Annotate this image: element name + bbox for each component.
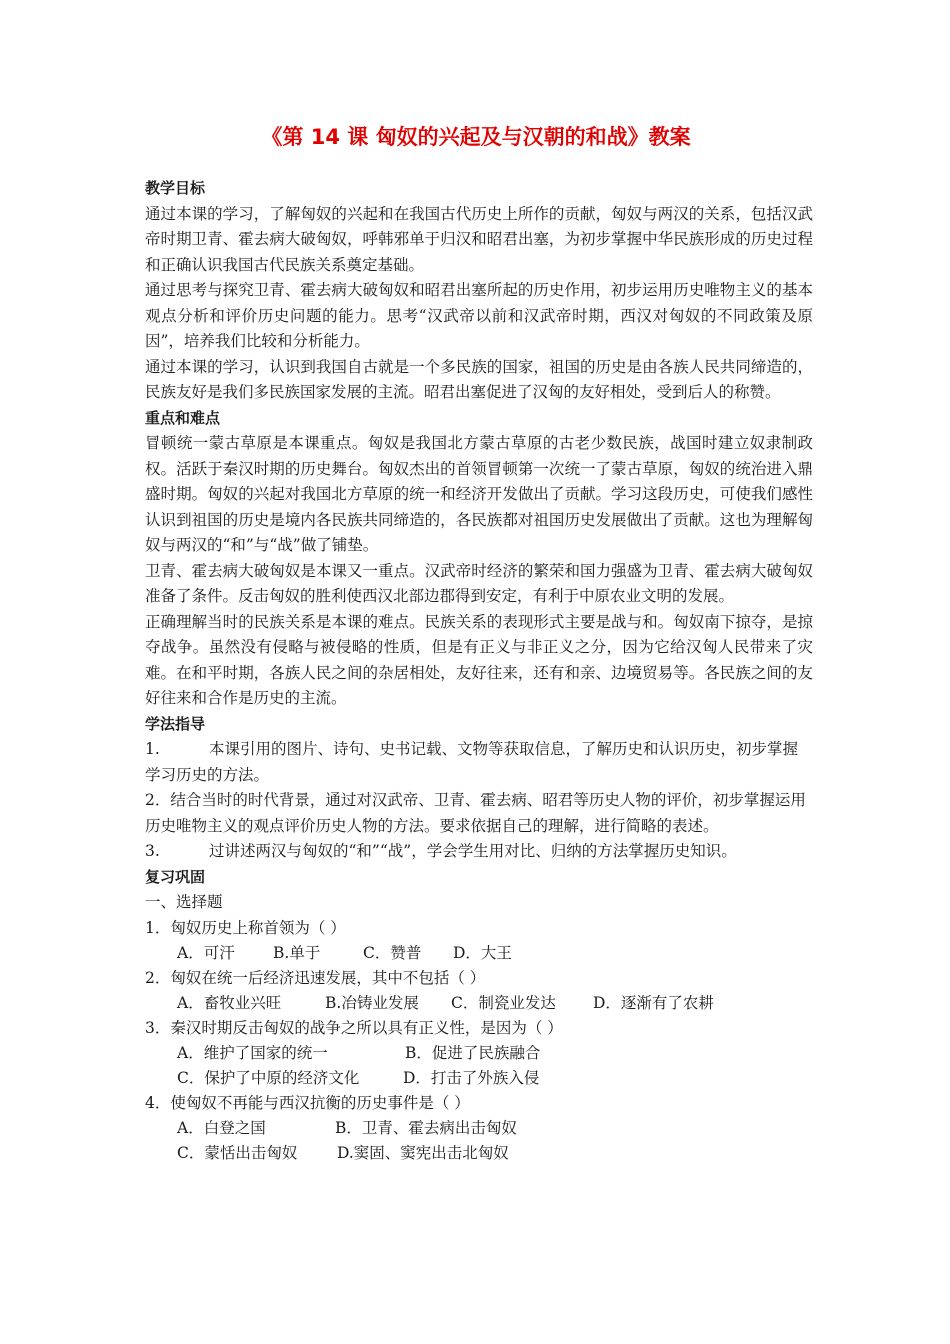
option-a: A．畜牧业兴旺 bbox=[177, 993, 282, 1012]
question-stem: 4．使匈奴不再能与西汉抗衡的历史事件是（ ） bbox=[145, 1093, 470, 1112]
question-stem: 2．匈奴在统一后经济迅速发展，其中不包括（ ） bbox=[145, 968, 486, 987]
teaching-goals-section bbox=[145, 176, 813, 406]
option-c: C．赞普 bbox=[363, 943, 422, 962]
question-block bbox=[145, 966, 813, 1016]
method-item bbox=[145, 737, 813, 788]
question-stem: 1．匈奴历史上称首领为（ ） bbox=[145, 918, 346, 937]
key-point-paragraph: 卫青、霍去病大破匈奴是本课又一重点。汉武帝时经济的繁荣和国力强盛为卫青、霍去病大破匈奴准备了条件。反击匈奴的胜利使西汉北部边郡得到安定，有利于中原农业文明的发展。 bbox=[145, 561, 813, 605]
item-text: 结合当时的时代背景，通过对汉武帝、卫青、霍去病、昭君等历史人物的评价，初步掌握运用历史唯物主义的观点评价历史人物的方法。要求依据自己的理解，进行简略的表述。 bbox=[145, 791, 806, 835]
option-row bbox=[145, 1141, 813, 1166]
option-d: D．大王 bbox=[453, 943, 512, 962]
item-text: 过讲述两汉与匈奴的“和”“战”，学会学生用对比、归纳的方法掌握历史知识。 bbox=[209, 842, 737, 860]
document-title: 《第 14 课 匈奴的兴起及与汉朝的和战》教案 bbox=[261, 125, 691, 149]
option-a: A．白登之国 bbox=[177, 1118, 266, 1137]
goal-paragraph: 通过本课的学习，认识到我国自古就是一个多民族的国家，祖国的历史是由各族人民共同缔造的，民族友好是我们多民族国家发展的主流。昭君出塞促进了汉匈的友好相处，受到后人的称赞。 bbox=[145, 357, 813, 401]
key-point-paragraph: 正确理解当时的民族关系是本课的难点。民族关系的表现形式主要是战与和。匈奴南下掠夺，是掠夺战争。虽然没有侵略与被侵略的性质，但是有正义与非正义之分，因为它给汉匈人民带来了灾难。在和平时期，各族人民之间的杂居相处，友好往来，还有和亲、边境贸易等。各民族之间的友好往来和合作是历史的主流。 bbox=[145, 612, 813, 707]
key-points-section bbox=[145, 406, 813, 712]
goal-paragraph: 通过思考与探究卫青、霍去病大破匈奴和昭君出塞所起的历史作用，初步运用历史唯物主义的基本观点分析和评价历史问题的能力。思考“汉武帝以前和汉武帝时期，西汉对匈奴的不同政策及原因”，培养我们比较和分析能力。 bbox=[145, 281, 813, 350]
question-block bbox=[145, 1016, 813, 1091]
option-b: B.冶铸业发展 bbox=[325, 993, 419, 1012]
option-c: C．制瓷业发达 bbox=[451, 993, 556, 1012]
study-method-section bbox=[145, 712, 813, 865]
document-page bbox=[145, 122, 813, 1166]
section-heading: 复习巩固 bbox=[145, 867, 206, 886]
option-d: D．逐渐有了农耕 bbox=[593, 993, 714, 1012]
item-text: 本课引用的图片、诗句、史书记载、文物等获取信息，了解历史和认识历史，初步掌握学习历史的方法。 bbox=[145, 740, 799, 784]
section-heading: 重点和难点 bbox=[145, 408, 221, 427]
option-b: B．卫青、霍去病出击匈奴 bbox=[335, 1118, 517, 1137]
key-point-paragraph: 冒顿统一蒙古草原是本课重点。匈奴是我国北方蒙古草原的古老少数民族，战国时建立奴隶制政权。活跃于秦汉时期的历史舞台。匈奴杰出的首领冒顿第一次统一了蒙古草原，匈奴的统治进入鼎盛时期。匈奴的兴起对我国北方草原的统一和经济开发做出了贡献。学习这段历史，可使我们感性认识到祖国的历史是境内各民族共同缔造的，各民族都对祖国历史发展做出了贡献。这也为理解匈奴与两汉的“和”与“战”做了铺垫。 bbox=[145, 434, 813, 554]
question-block bbox=[145, 1091, 813, 1166]
option-d: D.窦固、窦宪出击北匈奴 bbox=[337, 1143, 509, 1162]
option-row bbox=[145, 1116, 813, 1141]
option-row bbox=[145, 1041, 813, 1066]
option-b: B.单于 bbox=[273, 943, 321, 962]
option-c: C．蒙恬出击匈奴 bbox=[177, 1143, 298, 1162]
item-number: 1. bbox=[145, 740, 160, 758]
section-label: 一、选择题 bbox=[145, 893, 223, 911]
item-number: 2． bbox=[145, 791, 171, 809]
method-item bbox=[145, 839, 813, 865]
option-a: A．维护了国家的统一 bbox=[177, 1043, 328, 1062]
option-c: C．保护了中原的经济文化 bbox=[177, 1068, 360, 1087]
question-block bbox=[145, 916, 813, 966]
goal-paragraph: 通过本课的学习，了解匈奴的兴起和在我国古代历史上所作的贡献，匈奴与两汉的关系，包括汉武帝时期卫青、霍去病大破匈奴，呼韩邪单于归汉和昭君出塞，为初步掌握中华民族形成的历史过程和正确认识我国古代民族关系奠定基础。 bbox=[145, 204, 813, 274]
section-heading: 教学目标 bbox=[145, 179, 206, 197]
question-stem: 3．秦汉时期反击匈奴的战争之所以具有正义性，是因为（ ） bbox=[145, 1018, 563, 1037]
option-b: B．促进了民族融合 bbox=[405, 1043, 541, 1062]
item-number: 3. bbox=[145, 842, 160, 860]
option-row bbox=[145, 941, 813, 966]
review-section bbox=[145, 865, 813, 1166]
option-a: A．可汗 bbox=[177, 943, 235, 962]
option-row bbox=[145, 1066, 813, 1091]
option-d: D．打击了外族入侵 bbox=[403, 1068, 540, 1087]
option-row bbox=[145, 991, 813, 1016]
section-heading: 学法指导 bbox=[145, 714, 206, 733]
method-item bbox=[145, 788, 813, 839]
